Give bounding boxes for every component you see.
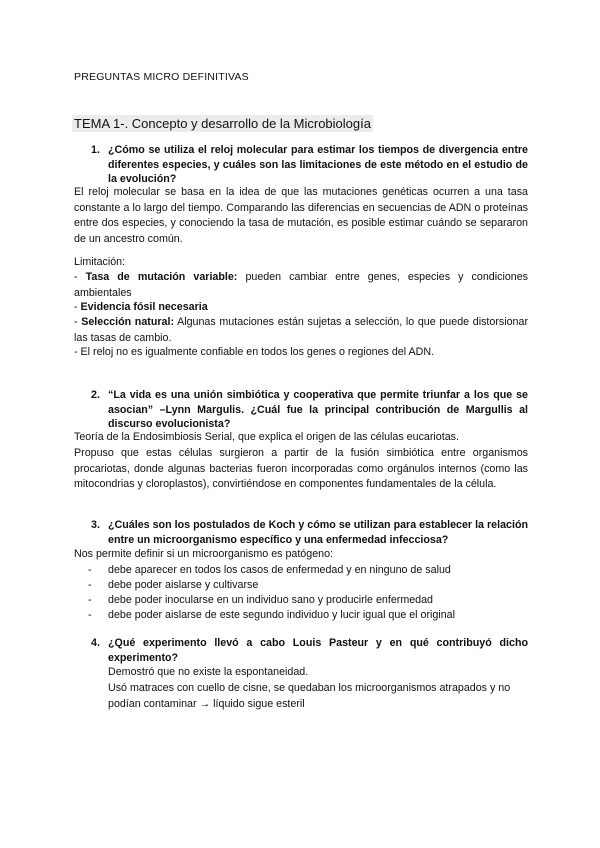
limitation-item-2: - Evidencia fósil necesaria xyxy=(74,301,208,313)
koch-postulate-item: debe poder aislarse y cultivarse xyxy=(108,579,259,591)
question-3-intro: Nos permite definir si un microorganismo es patógeno: xyxy=(74,548,333,560)
question-4-number: 4. xyxy=(91,637,100,649)
limitation-3-title: Selección natural: xyxy=(81,316,174,328)
limitation-3-text: Algunas mutaciones están sujetas a selección, lo que puede distorsionar las tasas de cambio. xyxy=(74,316,528,344)
limitation-item-1: - Tasa de mutación variable: pueden cambiar entre genes, especies y condiciones ambientales xyxy=(74,271,528,299)
koch-postulate-item: debe aparecer en todos los casos de enfermedad y en ninguno de salud xyxy=(108,564,451,576)
question-2-answer-2: Propuso que estas células surgieron a partir de la fusión simbiótica entre organismos procariotas, donde algunas bacterias fueron incorporadas como orgánulos internos (como las mitocondrias y cloroplastos), convirtiéndose en componentes fundamentales de la célula. xyxy=(74,447,528,491)
koch-bullet-dash: - xyxy=(88,594,92,606)
question-2 xyxy=(91,388,528,432)
question-1-text: ¿Cómo se utiliza el reloj molecular para estimar los tiempos de divergencia entre diferentes especies, y cuáles son las limitaciones de este método en el estudio de la evolución? xyxy=(108,144,528,186)
limitation-1-text: pueden cambiar entre genes, especies y condiciones ambientales xyxy=(74,271,528,299)
question-4-answer-1: Demostró que no existe la espontaneidad. xyxy=(108,666,309,678)
koch-postulate-item: debe poder aislarse de este segundo individuo y lucir igual que el original xyxy=(108,609,455,621)
limitation-item-4: - El reloj no es igualmente confiable en todos los genes o regiones del ADN. xyxy=(74,346,435,358)
koch-bullet-dash: - xyxy=(88,579,92,591)
question-2-text: “La vida es una unión simbiótica y cooperativa que permite triunfar a los que se asocian” –Lynn Margulis. ¿Cuál fue la principal contribución de Margullis al discurso evolucionista? xyxy=(108,389,528,431)
question-4 xyxy=(91,636,528,665)
question-1 xyxy=(91,143,528,187)
question-4-answer-2: Usó matraces con cuello de cisne, se quedaban los microorganismos atrapados y no podían contaminar → líquido sigue esteril xyxy=(108,682,511,710)
limitation-label: Limitación: xyxy=(74,256,126,268)
question-3-number: 3. xyxy=(91,519,100,531)
question-3-text: ¿Cuáles son los postulados de Koch y cómo se utilizan para establecer la relación entre un microorganismo específico y una enfermedad infecciosa? xyxy=(108,519,528,546)
question-3 xyxy=(91,518,528,547)
question-1-number: 1. xyxy=(91,144,100,156)
question-4-text: ¿Qué experimento llevó a cabo Louis Pasteur y en qué contribuyó dicho experimento? xyxy=(108,637,528,664)
koch-bullet-dash: - xyxy=(88,564,92,576)
limitation-1-title: Tasa de mutación variable: xyxy=(85,271,238,283)
koch-postulate-item: debe poder inocularse en un individuo sano y producirle enfermedad xyxy=(108,594,433,606)
question-2-number: 2. xyxy=(91,389,100,401)
koch-bullet-dash: - xyxy=(88,609,92,621)
question-1-answer: El reloj molecular se basa en la idea de que las mutaciones genéticas ocurren a una tasa constante a lo largo del tiempo. Comparando las diferencias en secuencias de ADN o proteínas entre dos especies, y conociendo la tasa de mutación, es posible estimar cuándo se separaron de un ancestro común. xyxy=(74,186,528,245)
section-title: TEMA 1-. Concepto y desarrollo de la Microbiología xyxy=(74,116,371,131)
question-2-answer-1: Teoría de la Endosimbiosis Serial, que explica el origen de las células eucariotas. xyxy=(74,431,459,443)
document-header: PREGUNTAS MICRO DEFINITIVAS xyxy=(74,71,249,83)
limitation-item-3: - Selección natural: Algunas mutaciones están sujetas a selección, lo que puede distorsionar las tasas de cambio. xyxy=(74,316,528,344)
limitation-2-title: Evidencia fósil necesaria xyxy=(80,301,208,313)
limitation-4-text: El reloj no es igualmente confiable en todos los genes o regiones del ADN. xyxy=(80,346,435,358)
